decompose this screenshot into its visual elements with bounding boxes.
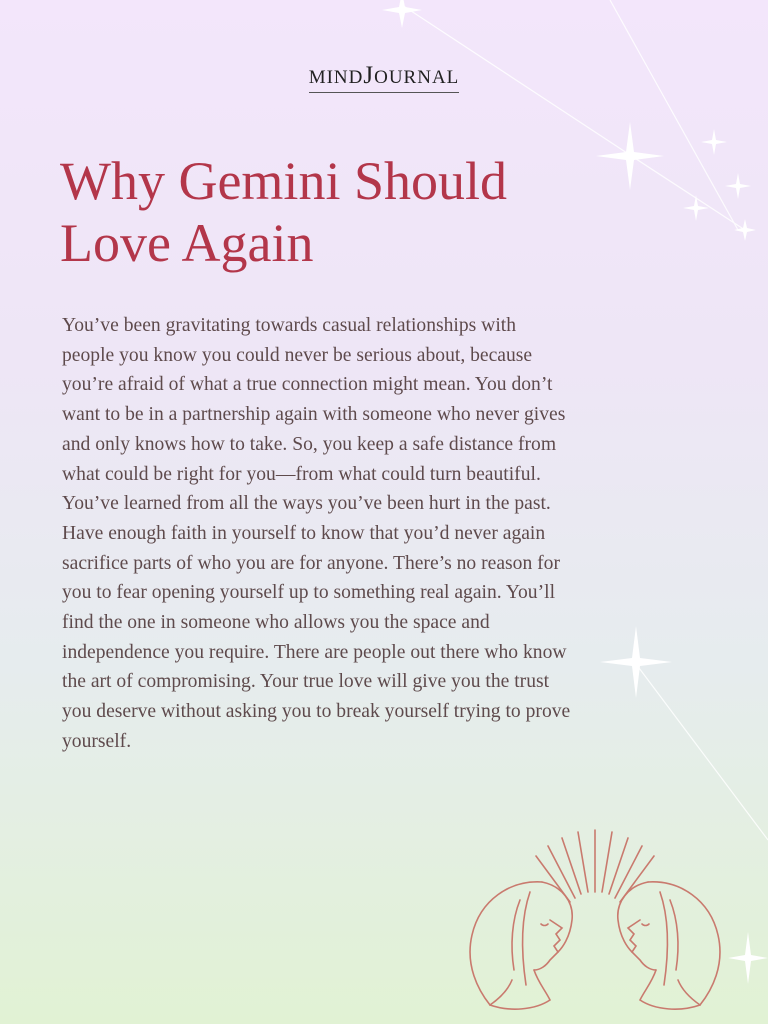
page-title: Why Gemini Should Love Again [60,151,507,273]
sparkle-icon [594,120,666,192]
sparkle-icon [378,0,426,30]
sparkle-icon [724,172,752,200]
brand-logo-part-j: J [363,62,375,89]
brand-logo-part-mind: MIND [308,67,364,88]
brand-logo-part-ournal: OURNAL [374,67,460,88]
article-body: You’ve been gravitating towards casual relationships with people you know you could never be serious about, because you’re afraid of what a true connection might mean. You don’t want to be in a partnership again with someone who never gives and only knows how to take. So, you keep a safe distance from what could be right for you—from what could turn beautiful. You’ve learned from all the ways you’ve been hurt in the past. Have enough faith in yourself to know that you’d never again sacrifice parts of who you are for anyone. There’s no reason for you to fear opening yourself up to something real again. You’ll find the one in someone who allows you the space and independence you require. There are people out there who know the art of compromising. Your true love will give you the trust you deserve without asking you to break yourself trying to prove yourself. [62,315,571,752]
sparkle-icon [682,194,710,222]
gemini-twins-illustration [450,820,740,1020]
brand-logo[interactable] [0,62,768,93]
sparkle-icon [598,624,674,700]
sparkle-icon [700,128,728,156]
sparkle-icon [733,218,757,242]
